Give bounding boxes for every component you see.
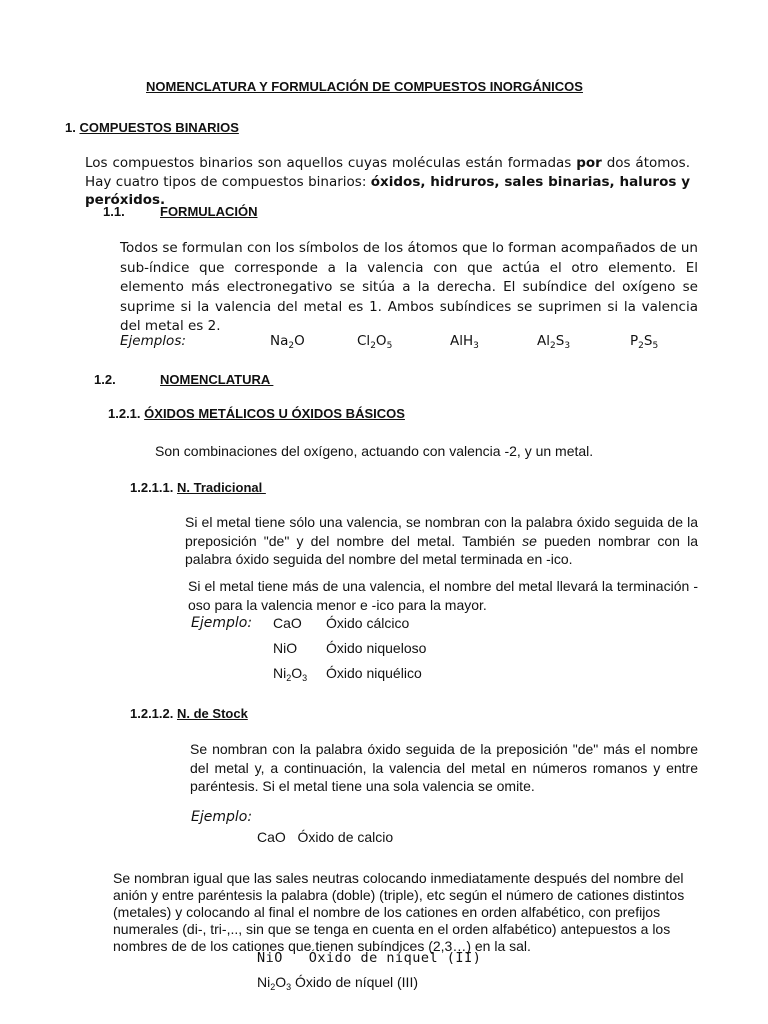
final-example-ni2o3: $Ni_2O_3$ Óxido de níquel (III) <box>257 974 418 992</box>
section-1-1-number: 1.1. <box>103 204 125 219</box>
section-1-2-title: NOMENCLATURA <box>160 372 274 387</box>
page-title: NOMENCLATURA Y FORMULACIÓN DE COMPUESTOS INORGÁNICOS <box>146 79 583 94</box>
section-1-2-1-heading <box>108 406 405 421</box>
section-1-title: COMPUESTOS BINARIOS <box>79 120 239 135</box>
tradicional-paragraph-2: Si el metal tiene más de una valencia, el nombre del metal llevará la terminación -oso para la valencia menor e -ico para la mayor. <box>188 578 698 613</box>
formula-cl2o5: $Cl_2O_5$ <box>357 333 393 351</box>
intro-text-1: Los compuestos binarios son aquellos cuyas moléculas están formadas <box>85 155 577 171</box>
formula-p2s5: $P_2S_5$ <box>630 333 659 351</box>
tradicional-ejemplo-label: Ejemplo: <box>191 615 253 631</box>
section-1-2-1-title: ÓXIDOS METÁLICOS U ÓXIDOS BÁSICOS <box>144 406 405 421</box>
section-1-2-number: 1.2. <box>94 372 116 387</box>
section-1-2-1-1-heading <box>130 480 266 495</box>
section-1-2-1-2-title: N. de Stock <box>177 706 248 721</box>
section-1-1-body: Todos se formulan con los símbolos de los átomos que lo forman acompañados de un sub-índice que corresponde a la valencia con que actúa el otro elemento. El elemento más electronegativo se sitúa a la derecha. El subíndice del oxígeno se suprime si la valencia del metal es 1. Ambos subíndices se suprimen si la valencia del metal es 2. <box>120 240 698 334</box>
example-name-nio: Óxido niqueloso <box>326 640 427 656</box>
section-1-heading <box>65 120 239 135</box>
intro-text-2: dos átomos. Hay cuatro tipos de compuestos binarios: <box>85 155 690 190</box>
stock-ejemplo-label: Ejemplo: <box>191 809 253 825</box>
section-1-intro <box>85 154 690 210</box>
intro-por: por <box>576 155 602 171</box>
section-1-2-1-1-number: 1.2.1.1. <box>130 480 174 495</box>
formula-na2o: $Na_2O$ <box>270 333 305 351</box>
example-formula-cao: CaO <box>273 615 302 631</box>
stock-example: CaO Óxido de calcio <box>257 829 394 845</box>
section-1-1-title: FORMULACIÓN <box>160 204 258 219</box>
section-1-2-1-number: 1.2.1. <box>108 406 141 421</box>
stock-paragraph: Se nombran con la palabra óxido seguida de la preposición "de" más el nombre del metal y, a continuación, la valencia del metal en números romanos y entre paréntesis. Si el metal tiene una sola valencia se omite. <box>190 741 698 794</box>
example-formula-ni2o3: $Ni_2O_3$ <box>273 665 308 683</box>
intro-bold-types: óxidos, hidruros, sales binarias, haluros y peróxidos. <box>85 173 690 208</box>
section-1-2-1-2-number: 1.2.1.2. <box>130 706 174 721</box>
section-1-2-1-body: Son combinaciones del oxígeno, actuando con valencia -2, y un metal. <box>155 443 594 459</box>
tradicional-paragraph-1: Si el metal tiene sólo una valencia, se nombran con la palabra óxido seguida de la preposición "de" y del nombre del metal. También se pueden nombrar con la palabra óxido seguida del nombre del metal terminada en -ico. <box>185 514 698 567</box>
example-name-cao: Óxido cálcico <box>326 615 410 631</box>
section-1-number: 1. <box>65 120 76 135</box>
section-1-2-1-2-heading <box>130 706 248 721</box>
ejemplos-label: Ejemplos: <box>120 333 186 349</box>
formula-al2s3: $Al_2S_3$ <box>537 333 571 351</box>
example-formula-nio: NiO <box>273 640 298 656</box>
sales-paragraph: Se nombran igual que las sales neutras colocando inmediatamente después del nombre del anión y entre paréntesis la palabra (doble) (triple), etc según el número de cationes distintos (metales) y colocando al final el nombre de los cationes en orden alfabético, con prefijos numerales (di-, tri-,.., sin que se tenga en cuenta en el orden alfabético) antepuestos a los nombres de de los cationes que tienen subíndices (2,3…) en la sal. <box>113 870 685 954</box>
example-name-ni2o3: Óxido niquélico <box>326 665 422 681</box>
section-1-2-1-1-title: N. Tradicional <box>177 480 266 495</box>
final-example-nio: NiO Óxido de níquel (II) <box>257 950 482 966</box>
formula-alh3: AlH$_3$ <box>450 333 479 351</box>
